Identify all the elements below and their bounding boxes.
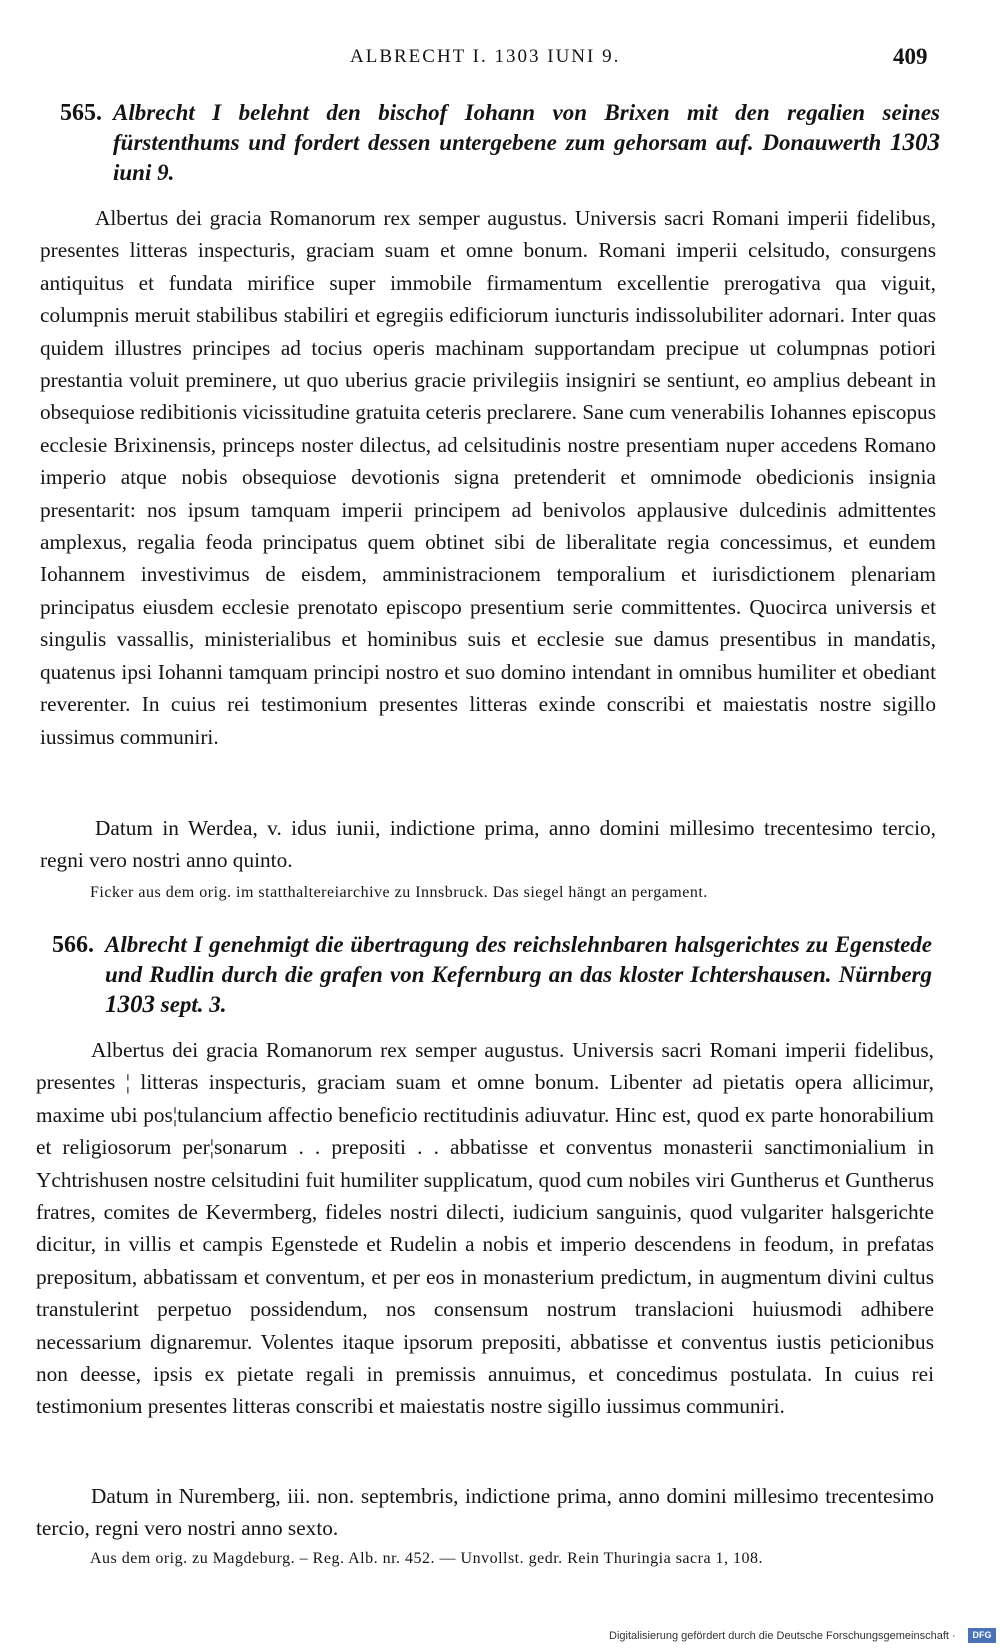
entry-body: Albertus dei gracia Romanorum rex semper augustus. Universis sacri Romani imperii fidelibus, presentes ¦ litteras inspecturis, graciam suam et omne bonum. Libenter ad pietatis opera allicimur, maxime ubi pos¦tulancium affectio beneficio rectitudinis adiuvatur. Hinc est, quod ex parte honorabilium et religiosorum per¦sonarum . . prepositi . . abbatisse et conventus monasterii sanctimonialium in Ychtrishusen nostre celsitudini fuit humiliter supplicatum, quod cum nobiles viri Guntherus et Guntherus fratres, comites de Kevermberg, fideles nostri dilecti, iudicium sanguinis, quod vulgariter halsgerichte dicitur, in villis et campis Egenstede et Rudelin a nobis et imperio descendens in feodum, in prefatas prepositum, abbatissam et conventum, et per eos in monasterium predictum, in augmentum divini cultus transtulerint perpetuo possidendum, nos consensum nostrum translacioni huiusmodi adhibere necessarium dignaremur. Volentes itaque ipsorum prepositi, abbatisse et conventus iustis peticionibus non deesse, ipsis ex pietate regali in premissis annuimus, et concedimus postulata. In cuius rei testimonium presentes litteras conscribi et maiestatis nostre sigillo iussimus communiri. (36, 1038, 934, 1419)
entry-dating: Datum in Werdea, v. idus iunii, indictione prima, anno domini millesimo trecentesimo tercio, regni vero nostri anno quinto. (40, 816, 936, 873)
entry-dating: Datum in Nuremberg, iii. non. septembris, indictione prima, anno domini millesimo trecentesimo tercio, regni vero nostri anno sexto. (36, 1484, 934, 1541)
running-head (0, 46, 1000, 76)
digitization-credit: Digitalisierung gefördert durch die Deutsche Forschungsgemeinschaft · (609, 1630, 956, 1642)
entry-number: 566. (52, 932, 94, 958)
entry-date-year: 1303 (105, 991, 155, 1018)
entry-body: Albertus dei gracia Romanorum rex semper augustus. Universis sacri Romani imperii fidelibus, presentes litteras inspecturis, graciam suam et omne bonum. Romani imperii celsitudo, consurgens antiquitus et fundata mirifice super immobile firmamentum excellentie prerogativa qua viguit, columpnis meruit stabilibus stabiliri et egregiis edificiorum iuncturis indissolubiliter adornari. Inter quas quidem illustres principes ad tocius operis machinam supportandam precipue ut columpnas potiori prestantia voluit preminere, ut quo uberius gracie privilegiis insigniri se sentiunt, eo amplius debeant in obsequiose redibitionis vicissitudine gratuita ceteris preclarere. Sane cum venerabilis Iohannes episcopus ecclesie Brixinensis, princeps noster dilectus, ad celsitudinis nostre presentiam nuper accedens Romano imperio atque nobis obsequiose devotionis signa pretenderit et omnimode obedicionis insignia presentarit: nos ipsum tamquam imperii principem ad benivolos applausive dulcedinis admittentes amplexus, regalia feoda principatus quem obtinet sibi de liberalitate regia concessimus, et eundem Iohannem investivimus de eisdem, amministracionem temporalium et iurisdictionem plenariam principatus eiusdem ecclesie prenotato episcopo presentium serie committentes. Quocirca universis et singulis vassallis, ministerialibus et hominibus suis et ecclesie sue damus presentibus in mandatis, quatenus ipsi Iohanni tamquam principi nostro et suo domino intendant in omnibus humiliter et obediant reverenter. In cuius rei testimonium presentes litteras exinde conscribi et maiestatis nostre sigillo iussimus communiri. (40, 206, 936, 749)
entry-date-rest: iuni 9. (113, 160, 175, 185)
page-number: 409 (893, 44, 928, 69)
entry-date-rest: sept. 3. (160, 992, 227, 1017)
running-title: ALBRECHT I. 1303 IUNI 9. (350, 46, 621, 67)
entry-source-note: Aus dem orig. zu Magdeburg. – Reg. Alb. nr. 452. — Unvollst. gedr. Rein Thuringia sacra 1, 108. (90, 1550, 764, 1567)
entry-heading-566 (52, 930, 932, 1020)
entry-title-text: Albrecht I genehmigt die übertragung des reichslehnbaren halsgerichtes zu Egenstede und Rudlin durch die grafen von Kefernburg an das kloster Ichtershausen. Nürnberg (105, 932, 932, 987)
entry-source-note: Ficker aus dem orig. im statthaltereiarchive zu Innsbruck. Das siegel hängt an pergament. (90, 884, 708, 901)
dfg-logo: DFG (968, 1628, 996, 1643)
entry-title (113, 98, 940, 188)
entry-number: 565. (60, 100, 102, 126)
entry-date-year: 1303 (890, 129, 940, 156)
entry-title-text: Albrecht I belehnt den bischof Iohann von Brixen mit den regalien seines fürstenthums und fordert dessen untergebene zum gehorsam auf. Donauwerth (113, 100, 940, 155)
entry-title (105, 930, 932, 1020)
entry-heading-565 (60, 98, 940, 188)
